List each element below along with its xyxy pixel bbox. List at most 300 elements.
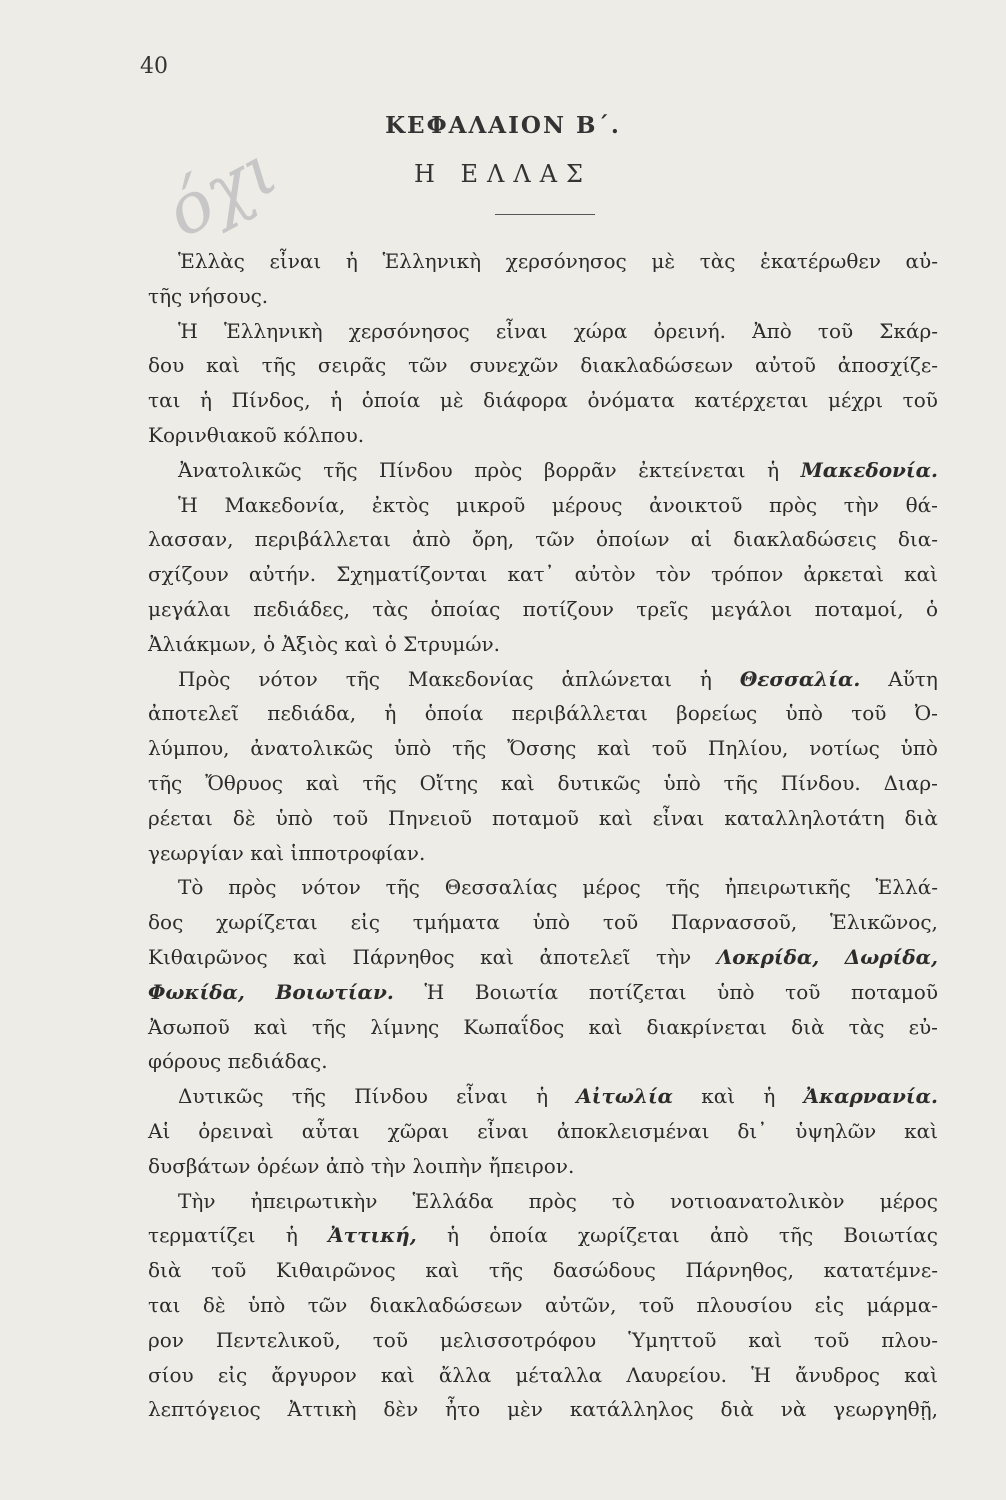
word: ἀπὸ [325,1153,365,1178]
word: καὶ [500,770,535,795]
text-line [148,522,938,557]
word: χώρα [573,318,628,343]
word: ἐκτὸς [371,492,430,517]
word: ὁ [925,596,938,621]
word: μέρος [582,875,641,900]
word: καὶ [480,944,514,969]
word: εἶναι [456,1084,508,1109]
word: κατέρχεται [694,388,809,413]
word: ἀρκεταὶ [803,562,884,587]
word: ἡ [446,1223,459,1248]
word: νοτιοανατολικὸν [669,1188,845,1213]
word: τῶν [307,1292,348,1317]
word: πλου- [881,1327,938,1352]
word: διακλαδώσεις [733,527,877,552]
word: Ἀπὸ [752,318,792,343]
word: δὲ [232,805,256,830]
word: ποτίζεται [588,979,687,1004]
text-line [148,453,938,488]
word: ὑπὸ [717,979,755,1004]
word: τμήματα [412,910,500,935]
word: Πίνδος, [231,388,311,413]
word: χῶραι [387,1118,450,1143]
word: Ἀλιάκμων, [148,631,257,656]
word: ὑπὸ [275,805,313,830]
text-line [148,1253,938,1288]
word: περιβάλλεται [254,527,391,552]
word: τὸν [655,562,691,587]
word: ποταμοί, [814,596,904,621]
word: τοῦ [332,805,369,830]
title-rule [495,214,595,215]
word: Σχηματίζονται [336,562,488,587]
word: Ὄσσης [507,736,577,761]
emphasis-word: Ἀκαρνανία. [803,1084,938,1109]
word: αὗται [301,1118,360,1143]
text-line [148,940,938,975]
text-line [148,1184,938,1219]
word: πεδιάδες, [253,596,351,621]
word: νοτίως [809,736,880,761]
text-line [148,731,938,766]
word: ρον [148,1327,184,1352]
word: νήσους. [188,283,269,308]
word: Διαρ- [883,770,938,795]
word: Πάρνηθος [352,944,455,969]
text-line [148,1079,938,1114]
word: ἐκτείνεται [638,457,746,482]
word: Δυτικῶς [178,1084,264,1109]
word: ἀποτελεῖ [148,701,239,726]
section-title: Η ΕΛΛΑΣ [413,160,593,188]
word: ὑπὸ [247,1292,286,1317]
word: πεδιάδας. [227,1049,328,1074]
text-line [148,836,938,871]
text-line [148,905,938,940]
text-line [148,801,938,836]
word: Ἡ [751,1362,771,1387]
word: καὶ [904,1118,938,1143]
word: διὰ [148,1258,182,1283]
word: ποταμοῦ [491,805,579,830]
word: γεωργηθῇ, [833,1397,938,1422]
word: τοῦ [785,979,821,1004]
word: ὑπὸ [393,736,432,761]
word: τοῦ [638,1292,675,1317]
text-line [148,662,938,697]
word: Αἱ [148,1118,171,1143]
word: τὸ [611,1188,635,1213]
word: τρεῖς [636,596,689,621]
word: κόλπου. [283,422,365,447]
word: σίου [148,1362,194,1387]
word: καὶ [344,631,379,656]
word: καὶ [425,1258,460,1283]
word: ἡ [384,701,397,726]
text-line [148,383,938,418]
text-line [148,1218,938,1253]
word: τρόπον [711,562,784,587]
word: Πρὸς [178,666,231,691]
word: ποταμοῦ [851,979,938,1004]
word: μέχρι [827,388,884,413]
word: ἄλλα [438,1362,492,1387]
text-line [148,766,938,801]
word: δυτικῶς [557,770,641,795]
word: πλουσίου [696,1292,793,1317]
word: λύμπου, [148,736,230,761]
word: λοιπὴν [412,1153,483,1178]
word: τῆς [488,1258,524,1283]
word: αἱ [690,527,713,552]
text-line [148,1149,938,1184]
word: Θεσσαλίας [444,875,558,900]
word: ἡ [285,1223,298,1248]
word: ἀποτελεῖ [539,944,631,969]
word: ἠπειρωτικῆς [724,875,851,900]
word: Παρνασσοῦ, [670,910,798,935]
word: περιβάλλεται [511,701,648,726]
word: Ἡ [178,318,198,343]
word: χερσόνησος [348,318,470,343]
text-line [148,627,938,662]
word: εἶναι [495,318,548,343]
word: πρὸς [528,1188,577,1213]
emphasis-word: Ἀττική, [328,1223,417,1248]
word: αὐτοῦ [754,353,816,378]
text-line [148,870,938,905]
word: νότον [258,666,318,691]
word: Τὸ [178,875,204,900]
word: καὶ [904,562,938,587]
word: ἡ [763,1084,776,1109]
word: βορείως [676,701,758,726]
word: Ἑλλὰς [178,249,245,273]
text-line [148,1044,938,1079]
text-line [148,557,938,592]
text-line [148,975,938,1010]
word: ἑκατέρωθεν [760,249,881,273]
word: τῆς [665,875,700,900]
word: Πίνδου [354,1084,428,1109]
word: δου [148,353,185,378]
emphasis-word: Φωκίδα, [148,979,245,1004]
word: εἰς [814,1292,845,1317]
word: τῆς [385,875,420,900]
word: τὴν [370,1153,407,1178]
word: ὄρη, [472,527,515,552]
word: ἀνατολικῶς [250,736,374,761]
word: τῆς [778,1223,814,1248]
word: Ἡ [424,979,445,1004]
word: ὁ [263,631,276,656]
annotation-mark: όχι [152,128,290,254]
word: αὐτήν. [248,562,317,587]
word: διὰ [904,805,938,830]
text-line [148,348,938,383]
text-line [148,1288,938,1323]
word: ἡ [699,666,712,691]
text-line [148,279,938,314]
word: διακλαδώσεων [580,353,734,378]
word: ται [148,1292,181,1317]
word: καὶ [253,1014,288,1039]
word: σχίζουν [148,562,229,587]
word: καὶ [293,944,327,969]
text-line [148,1114,938,1149]
word: εἶναι [477,1118,529,1143]
word: τοῦ [602,910,639,935]
chapter-title: ΚΕΦΑΛΑΙΟΝ Β΄. [385,112,621,139]
word: εἰς [350,910,380,935]
word: τῆς [261,353,297,378]
word: καὶ [206,353,240,378]
word: Σκάρ- [879,318,938,343]
word: καὶ [748,1327,783,1352]
word: χωρίζεται [216,910,318,935]
word: μέρος [879,1188,938,1213]
word: τοῦ [211,1258,247,1283]
word: ὁποίας [430,596,501,621]
body-text [148,244,938,1427]
word: εὐ- [908,1014,938,1039]
word: Ἑλλάδα [412,1188,494,1213]
word: πρὸς [768,492,818,517]
word: ὀρειναὶ [198,1118,274,1143]
word: μὲν [507,1397,543,1422]
word: νότον [301,875,361,900]
word: Λαυρείου. [626,1362,727,1387]
word: Ἡ [178,492,198,517]
word: γεωργίαν [148,840,244,865]
word: εἶναι [652,805,705,830]
word: ρέεται [148,805,213,830]
word: ἡ [345,249,358,273]
word: ὑπὸ [900,736,938,761]
word: διὰ [720,1397,754,1422]
text-line [148,592,938,627]
word: ποτίζουν [522,596,614,621]
word: καὶ [380,1362,415,1387]
word: καὶ [305,770,340,795]
word: μελισσοτρόφου [439,1327,597,1352]
word: δος [148,910,184,935]
word: νὰ [780,1397,807,1422]
word: Ἀνατολικῶς [178,457,302,482]
word: τῆς [291,1084,326,1109]
word: ἡ [536,1084,549,1109]
emphasis-word: Δωρίδα, [844,944,938,969]
word: Ἀττικὴ [287,1397,357,1422]
word: φόρους [148,1049,222,1074]
word: ἄνυδρος [795,1362,880,1387]
word: ὁποίων [595,527,670,552]
emphasis-word: Μακεδονία. [800,457,938,482]
word: χερσόνησος [505,249,627,273]
word: καὶ [588,1014,623,1039]
emphasis-word: Θεσσαλία. [739,666,861,691]
word: κατατέμνε- [823,1258,938,1283]
word: μεγάλαι [148,596,231,621]
word: εἰς [217,1362,248,1387]
word: Οἴτης [419,770,479,795]
word: Ἑλλά- [875,875,938,900]
word: πεδιάδα, [267,701,357,726]
word: ὑψηλῶν [795,1118,877,1143]
word: δυσβάτων [148,1153,251,1178]
word: ἀπὸ [709,1223,749,1248]
word: Τὴν [178,1188,216,1213]
word: καὶ [250,840,285,865]
word: καὶ [701,1084,736,1109]
word: ται [148,388,181,413]
word: Αὕτη [888,666,938,691]
word: τὴν [843,492,879,517]
word: ἱπποτροφίαν. [290,840,426,865]
word: τῆς [452,736,487,761]
word: λεπτόγειος [148,1397,261,1422]
emphasis-word: Λοκρίδα, [716,944,820,969]
word: πρὸς [474,457,523,482]
text-line [148,1010,938,1045]
word: ἁπλώνεται [561,666,673,691]
word: δασώδους [552,1258,656,1283]
word: ἀποκλεισμέναι [556,1118,710,1143]
word: τερματίζει [148,1223,256,1248]
word: τῆς [345,666,380,691]
word: τὰς [372,596,409,621]
word: Ἀξιὸς [281,631,339,656]
word: ἠπειρωτικὴν [250,1188,378,1213]
word: δι᾿ [737,1118,768,1143]
word: τὴν [656,944,692,969]
text-line [148,314,938,349]
word: Πίνδου [379,457,453,482]
word: Ἑλληνικὴ [382,249,482,273]
word: Ἀσωποῦ [148,1014,230,1039]
word: μάρμα- [866,1292,938,1317]
word: δὲ [202,1292,226,1317]
word: καὶ [598,805,633,830]
word: Κιθαιρῶνος [148,944,268,969]
word: Μακεδονίας [407,666,534,691]
text-line [148,244,938,279]
word: βορρᾶν [543,457,617,482]
word: Ὀ- [914,701,938,726]
word: δια- [897,527,938,552]
word: Κωπαΐδος [463,1014,565,1039]
word: ὀνόματα [587,388,675,413]
word: ἀνοικτοῦ [649,492,743,517]
word: αὐ- [905,249,938,273]
word: αὐτῶν, [544,1292,617,1317]
word: τοῦ [814,1327,850,1352]
emphasis-word: Αἰτωλία [576,1084,674,1109]
word: λίμνης [370,1014,440,1039]
word: ὁποία [424,701,484,726]
word: Ὑμηττοῦ [628,1327,717,1352]
word: τοῦ [851,701,887,726]
word: ὑπὸ [532,910,571,935]
word: δὲν [383,1397,419,1422]
word: Ὄθρυος [205,770,284,795]
word: ὀρέων [256,1153,320,1178]
word: ὁποία [489,1223,548,1248]
word: τῶν [408,353,448,378]
word: ὑπὸ [785,701,823,726]
word: Κορινθιακοῦ [148,422,277,447]
word: τοῦ [372,1327,408,1352]
page-number: 40 [140,54,168,79]
word: τῆς [723,770,758,795]
word: τοῦ [817,318,854,343]
word: τῆς [148,283,183,308]
word: Ἑλληνικὴ [223,318,323,343]
word: εἶναι [269,249,322,273]
word: τῆς [362,770,397,795]
word: μεγάλοι [710,596,793,621]
word: διακλαδώσεων [369,1292,523,1317]
word: μὲ [651,249,676,273]
word: Βοιωτίας [843,1223,938,1248]
word: Πάρνηθος, [685,1258,794,1283]
text-line [148,696,938,731]
word: πρὸς [228,875,277,900]
word: καὶ [904,1362,938,1387]
word: Πεντελικοῦ, [215,1327,341,1352]
word: ἤπειρον. [488,1153,575,1178]
word: καταλληλοτάτη [724,805,885,830]
word: τῆς [323,457,358,482]
word: ἦτο [445,1397,481,1422]
word: ὀρεινή. [653,318,727,343]
word: Βοιωτία [474,979,559,1004]
word: μέρους [551,492,623,517]
word: κατάλληλος [569,1397,694,1422]
emphasis-word: Βοιωτίαν. [275,979,394,1004]
word: τὰς [699,249,736,273]
word: τῆς [148,770,183,795]
word: συνεχῶν [469,353,559,378]
text-line [148,488,938,523]
word: μικροῦ [456,492,526,517]
word: τῶν [535,527,575,552]
word: Στρυμών. [403,631,501,656]
text-line [148,1358,938,1393]
word: αὐτὸν [574,562,636,587]
word: θά- [905,492,938,517]
word: ὁποία [361,388,421,413]
word: ὁ [384,631,397,656]
word: ἡ [330,388,343,413]
text-line [148,1392,938,1427]
word: κατ᾿ [507,562,555,587]
text-line [148,1323,938,1358]
word: σειρᾶς [317,353,387,378]
word: ἀπὸ [412,527,451,552]
word: Ἑλικῶνος, [830,910,938,935]
word: Πίνδου. [780,770,861,795]
word: καὶ [597,736,632,761]
word: Μακεδονία, [224,492,346,517]
word: Κιθαιρῶνος [276,1258,396,1283]
word: τοῦ [651,736,688,761]
word: χωρίζεται [578,1223,680,1248]
word: Πηλίου, [707,736,789,761]
word: μέταλλα [515,1362,603,1387]
word: διὰ [791,1014,825,1039]
word: ἡ [767,457,780,482]
